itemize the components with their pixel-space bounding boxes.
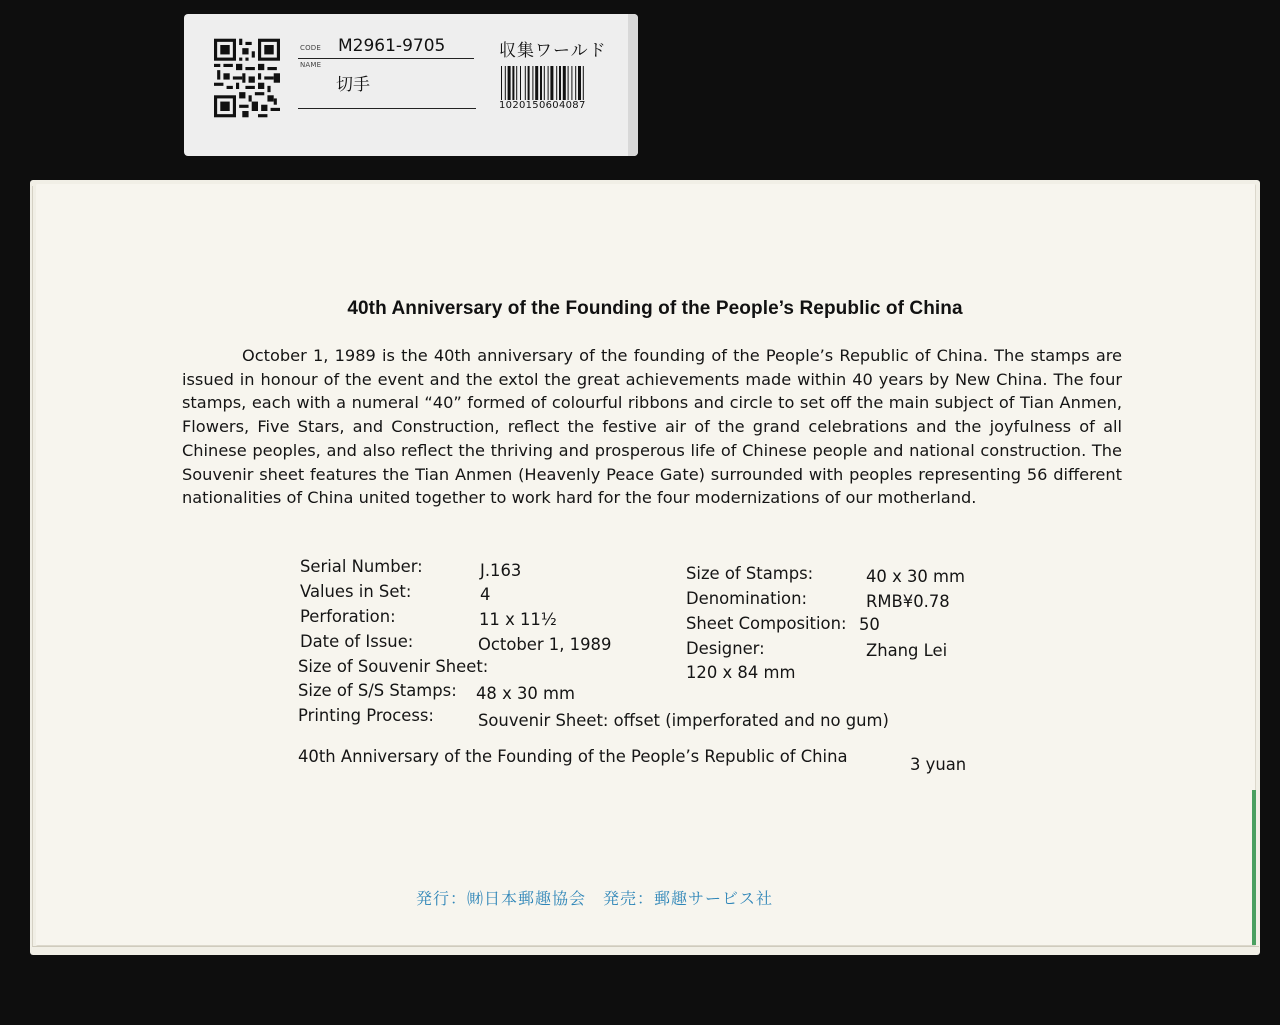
barcode-bar [535, 66, 538, 100]
barcode-bar [571, 66, 572, 100]
barcode-bar [548, 66, 549, 100]
spec-label: Sheet Composition: [686, 614, 847, 633]
spec-value: RMB¥0.78 [866, 592, 950, 611]
barcode-bar [520, 66, 521, 100]
barcode-bar [508, 66, 511, 100]
spec-value: J.163 [480, 561, 522, 580]
barcode-bar [525, 66, 526, 100]
item-name: 切手 [336, 75, 370, 95]
spec-value: Souvenir Sheet: offset (imperforated and no gum) [478, 711, 889, 730]
barcode-icon [501, 66, 605, 100]
barcode-bar [575, 66, 576, 100]
barcode-bar [583, 66, 584, 100]
spec-label: Designer: [686, 639, 765, 658]
spec-label: Serial Number: [300, 557, 423, 576]
spec-value: 11 x 11½ [479, 610, 557, 629]
spec-value: 120 x 84 mm [686, 663, 796, 682]
spec-label: Printing Process: [298, 706, 434, 725]
barcode-bar [528, 66, 530, 100]
inventory-label [184, 14, 638, 156]
barcode-bar [512, 66, 514, 100]
spec-label: Perforation: [300, 607, 396, 626]
barcode-bar [568, 66, 569, 100]
barcode-number: 1020150604087 [499, 100, 586, 111]
barcode-bar [501, 66, 502, 100]
code-underline [298, 58, 474, 59]
name-underline [298, 108, 476, 109]
document-title: 40th Anniversary of the Founding of the People’s Republic of China [347, 298, 963, 319]
publisher-footer: 発行：㈶日本郵趣協会 発売：郵趣サービス社 [416, 889, 774, 908]
barcode-bar [516, 66, 517, 100]
name-key: NAME [300, 61, 322, 69]
spec-value: October 1, 1989 [478, 635, 612, 654]
spec-value: 40 x 30 mm [866, 567, 965, 586]
description-paragraph: October 1, 1989 is the 40th anniversary of the founding of the People’s Republic of China. The stamps are issued in honour of the event and the extol the great achievements made within 40 years by New China. The four stamps, each with a numeral “40” formed of colourful ribbons and circle to set off the main subject of Tian Anmen, Flowers, Five Stars, and Construction, reflect the festive air of the grand celebrations and the joyfulness of all Chinese peoples, and also reflect the thriving and prosperous life of Chinese people and national construction. The Souvenir sheet features the Tian Anmen (Heavenly Peace Gate) surrounded with peoples representing 56 different nationalities of China united together to work hard for the four modernizations of our motherland. [182, 346, 1122, 508]
spec-label: Denomination: [686, 589, 807, 608]
qr-code-icon [214, 38, 280, 118]
spec-label: Values in Set: [300, 582, 412, 601]
inner-card-edge [1252, 790, 1256, 945]
barcode-bar [556, 66, 557, 100]
barcode-bar [563, 66, 566, 100]
barcode-bar [532, 66, 533, 100]
barcode-bar [550, 66, 553, 100]
item-code: M2961-9705 [338, 36, 446, 56]
souvenir-sheet-title: 40th Anniversary of the Founding of the People’s Republic of China [298, 747, 848, 766]
spec-value: 4 [480, 585, 491, 604]
barcode-bar [559, 66, 561, 100]
label-edge [628, 14, 638, 156]
spec-value: 48 x 30 mm [476, 684, 575, 703]
barcode-bar [505, 66, 506, 100]
spec-label: Size of Souvenir Sheet: [298, 657, 489, 676]
souvenir-sheet-price: 3 yuan [910, 755, 967, 774]
code-key: CODE [300, 44, 322, 52]
spec-label: Date of Issue: [300, 632, 414, 651]
spec-value: Zhang Lei [866, 641, 948, 660]
spec-label: Size of Stamps: [686, 564, 814, 583]
barcode-bar [540, 66, 542, 100]
brand-name: 収集ワールド [499, 41, 607, 61]
spec-label: Size of S/S Stamps: [298, 681, 457, 700]
barcode-bar [578, 66, 581, 100]
spec-value: 50 [859, 615, 880, 634]
barcode-bar [544, 66, 545, 100]
